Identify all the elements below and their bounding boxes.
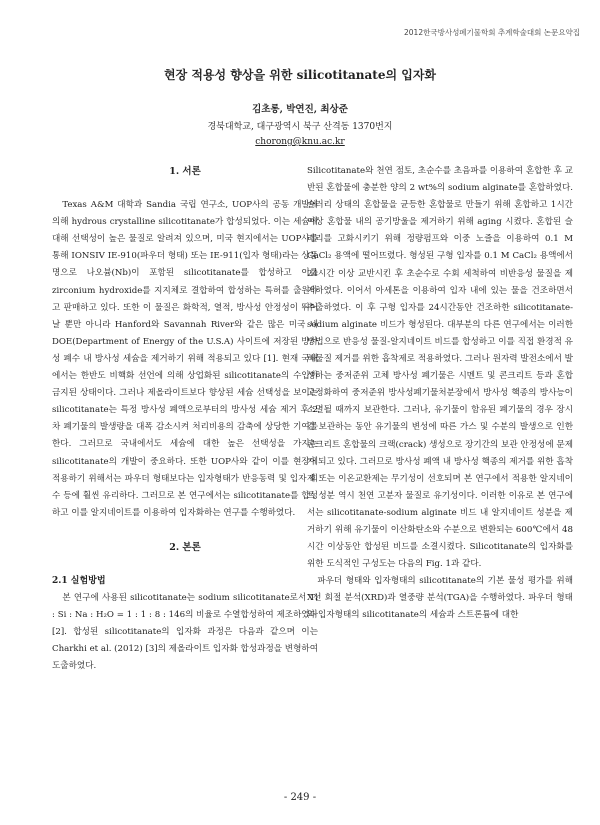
page-number: - 249 - (283, 792, 317, 803)
affiliation: 경북대학교, 대구광역시 북구 산격동 1370번지 (207, 122, 393, 132)
analysis-paragraph: 파우더 형태와 입자형태의 silicotitanate의 기본 물성 평가를 위해 X선 회절 분석(XRD)과 열중량 분석(TGA)을 수행하였다. 파우더 형태와 입자형태의 silicotitanate의 세슘과 스트론튬에 대한 (307, 576, 573, 621)
intro-heading: 1. 서론 (169, 166, 201, 177)
intro-paragraph: Texas A&M 대학과 Sandia 국립 연구소, UOP사의 공동 개발에 의해 hydrous crystalline silicotitanate가 합성되었다. 이는 세슘에 대해 선택성이 높은 물질로 알려져 있으며, 미국 현지에서는 UOP사를 통해 IONSIV IE-910(파우더 형태) 또는 IE-911(입자 형태)라는 상품명으로 나오븀(Nb)이 포함된 silicotitanate를 합성하고 이를 zirconium hydroxide를 지지체로 결합하여 합성하는 특허를 출원하고 판매하고 있다. 또한 이 물질은 화학적, 열적, 방사성 안정성이 뛰어날 뿐만 아니라 Hanford와 Savannah River와 같은 많은 미국 내 DOE(Department of Energy of the U.S.A) 사이트에 저장된 방사성 폐수 내 방사성 세슘을 제거하기 위해 적용되고 있다 [1]. 현재 국내에서는 한반도 비핵화 선언에 의해 상업화된 silicotitanate의 수입이 금지된 상태이다. 그러나 제올라이트보다 향상된 세슘 선택성을 보이는 silicotitanate는 특정 방사성 폐액으로부터의 방사성 세슘 제거 후 2차 폐기물의 발생량을 대폭 감소시켜 처리비용의 감축에 상당한 기여를 한다. 그러므로 국내에서도 세슘에 대한 높은 선택성을 가지는 silicotitanate의 개발이 중요하다. 또한 UOP사와 같이 이를 현장에 적용하기 위해서는 파우더 형태보다는 입자형태가 반응동력 및 입자 회수 등에 훨씬 유리하다. 그러므로 본 연구에서는 silicotitanate를 합성하고 이를 알지네이트를 이용하여 입자화하는 연구를 수행하였다. (52, 200, 318, 518)
conference-header: 2012한국방사성폐기물학회 추계학술대회 논문요약집 (404, 28, 580, 37)
method-paragraph: 본 연구에 사용된 silicotitanate는 sodium silicotitanate로서 Ti : Si : Na : H₂O = 1 : 1 : 8 : 146의 비율로 수열합성하여 제조하였다 [2]. 합성된 silicotitanate의 입자화 과정은 다음과 같으며 이는 Charkhi et al. (2012) [3]의 제올라이트 입자화 합성과정을 변형하여 도출하였다. (52, 593, 319, 672)
paper-title: 현장 적용성 향상을 위한 silicotitanate의 입자화 (163, 68, 437, 82)
body-heading: 2. 본론 (169, 541, 201, 553)
right-column (307, 163, 573, 625)
left-column (52, 163, 318, 676)
email-link: chorong@knu.ac.kr (255, 137, 345, 147)
author-email (0, 137, 600, 147)
method-heading: 2.1 실험방법 (52, 575, 106, 586)
method-paragraph-continued: Silicotitanate와 천연 점토, 초순수를 초음파를 이용하여 혼합한 후 교반된 혼합물에 충분한 양의 2 wt%의 sodium alginate를 혼합하였다. 슬러리 상태의 혼합물을 균등한 혼합물로 만들기 위해 혼합하고 1시간 이상 혼합물 내의 공기방울을 제거하기 위해 aging 시켰다. 혼합된 슬러리를 고화시키기 위해 정량펌프와 이중 노즐을 이용하여 0.1 M CaCl₂ 용액에 떨어뜨렸다. 형성된 구형 입자를 0.1 M CaCl₂ 용액에서 24시간 이상 교반시킨 후 초순수로 수회 세척하여 비반응성 물질을 제거하였다. 이어서 아세톤을 이용하여 입자 내에 있는 물을 건조하면서 추출하였다. 이 후 구형 입자를 24시간동안 건조하한 silicotitanate-sodium alginate 비드가 형성된다. 대부분의 다른 연구에서는 이러한 방법으로 반응성 물질-알지네이트 비드를 합성하고 이를 직접 환경적 유해물질 제거를 위한 흡착제로 적용하였다. 그러나 원자력 발전소에서 발생하는 중저준위 고체 방사성 폐기물은 시멘트 및 콘크리트 등과 혼합 고정화하여 중저준위 방사성폐기물처분장에서 방사성 핵종의 방사능이 소멸될 때까지 보관한다. 그러나, 유기물이 함유된 폐기물의 경우 장시간 보관하는 동안 유기물의 변성에 따른 가스 및 수분의 발생으로 인한 콘크리트 혼합물의 크랙(crack) 생성으로 장기간의 보관 안정성에 문제가 되고 있다. 그러므로 방사성 폐액 내 방사성 핵종의 제거를 위한 흡착제 또는 이온교환제는 무기성이 선호되며 본 연구에서 적용한 알지네이트 성분 역시 천연 고분자 물질로 유기성이다. 이러한 이유로 본 연구에서는 silicotitanate-sodium alginate 비드 내 알지네이트 성분을 제거하기 위해 유기물이 이산화탄소와 수분으로 변환되는 600℃에서 48시간 이상동안 합성된 비드를 소결시켰다. Silicotitanate의 입자화를 위한 도식적인 구성도는 다음의 Fig. 1과 같다. (307, 166, 573, 570)
author-list: 김초롱, 박연진, 최상준 (252, 104, 348, 115)
